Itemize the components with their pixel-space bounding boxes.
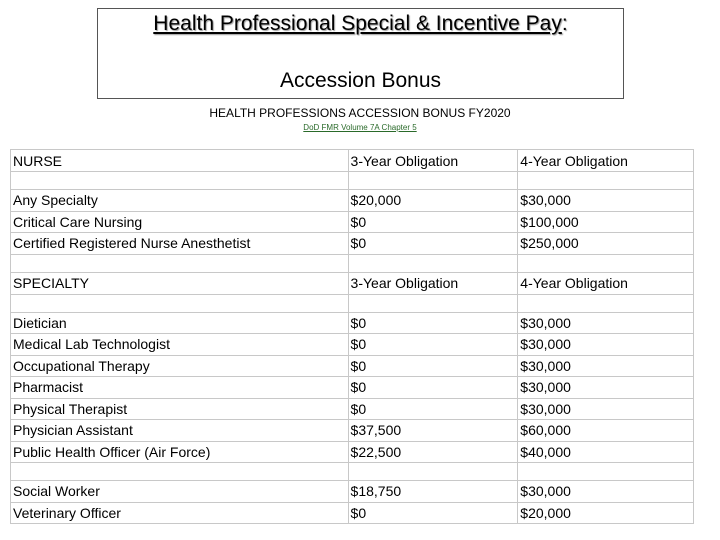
bonus-3yr: $0 [348, 211, 518, 233]
table-row [11, 334, 694, 356]
title-main: Health Professional Special & Incentive Pay [153, 12, 562, 35]
reference-link[interactable]: DoD FMR Volume 7A Chapter 5 [303, 123, 417, 132]
specialty-name: Public Health Officer (Air Force) [11, 441, 349, 463]
bonus-3yr: $0 [348, 377, 518, 399]
table-row [11, 233, 694, 255]
spacer-row [11, 172, 694, 190]
specialty-header-3yr: 3-Year Obligation [348, 272, 518, 294]
nurse-header-label: NURSE [11, 150, 349, 172]
bonus-3yr: $0 [348, 502, 518, 524]
bonus-3yr: $0 [348, 355, 518, 377]
table-row [11, 211, 694, 233]
title-box [97, 8, 624, 99]
table-row [11, 312, 694, 334]
table-row [11, 481, 694, 503]
bonus-4yr: $30,000 [518, 334, 694, 356]
spacer-row [11, 254, 694, 272]
specialty-name: Veterinary Officer [11, 502, 349, 524]
specialty-name: Critical Care Nursing [11, 211, 349, 233]
bonus-4yr: $40,000 [518, 441, 694, 463]
spacer-row [11, 463, 694, 481]
bonus-3yr: $0 [348, 233, 518, 255]
title-colon: : [561, 12, 568, 35]
specialty-name: Certified Registered Nurse Anesthetist [11, 233, 349, 255]
bonus-4yr: $30,000 [518, 312, 694, 334]
bonus-3yr: $0 [348, 312, 518, 334]
table-row [11, 398, 694, 420]
page-subtitle: Accession Bonus [279, 69, 442, 92]
specialty-name: Medical Lab Technologist [11, 334, 349, 356]
bonus-3yr: $22,500 [348, 441, 518, 463]
bonus-4yr: $100,000 [518, 211, 694, 233]
bonus-3yr: $0 [348, 398, 518, 420]
bonus-4yr: $30,000 [518, 481, 694, 503]
table-row [11, 420, 694, 442]
bonus-4yr: $250,000 [518, 233, 694, 255]
specialty-header-label: SPECIALTY [11, 272, 349, 294]
bonus-3yr: $18,750 [348, 481, 518, 503]
specialty-name: Physician Assistant [11, 420, 349, 442]
accession-bonus-table [10, 149, 694, 524]
spacer-row [11, 294, 694, 312]
specialty-name: Occupational Therapy [11, 355, 349, 377]
bonus-3yr: $37,500 [348, 420, 518, 442]
table-row [11, 441, 694, 463]
table-row [11, 355, 694, 377]
nurse-header-4yr: 4-Year Obligation [518, 150, 694, 172]
specialty-name: Dietician [11, 312, 349, 334]
bonus-4yr: $30,000 [518, 377, 694, 399]
specialty-name: Pharmacist [11, 377, 349, 399]
specialty-header-row [11, 272, 694, 294]
bonus-4yr: $30,000 [518, 398, 694, 420]
nurse-header-3yr: 3-Year Obligation [348, 150, 518, 172]
bonus-3yr: $20,000 [348, 190, 518, 212]
table-heading: HEALTH PROFESSIONS ACCESSION BONUS FY2020 [209, 106, 511, 120]
bonus-4yr: $30,000 [518, 355, 694, 377]
bonus-4yr: $60,000 [518, 420, 694, 442]
nurse-header-row [11, 150, 694, 172]
bonus-4yr: $30,000 [518, 190, 694, 212]
page-title [98, 12, 623, 36]
specialty-name: Social Worker [11, 481, 349, 503]
table-row [11, 190, 694, 212]
specialty-name: Any Specialty [11, 190, 349, 212]
table-row [11, 377, 694, 399]
table-row [11, 502, 694, 524]
bonus-4yr: $20,000 [518, 502, 694, 524]
specialty-header-4yr: 4-Year Obligation [518, 272, 694, 294]
specialty-name: Physical Therapist [11, 398, 349, 420]
bonus-3yr: $0 [348, 334, 518, 356]
